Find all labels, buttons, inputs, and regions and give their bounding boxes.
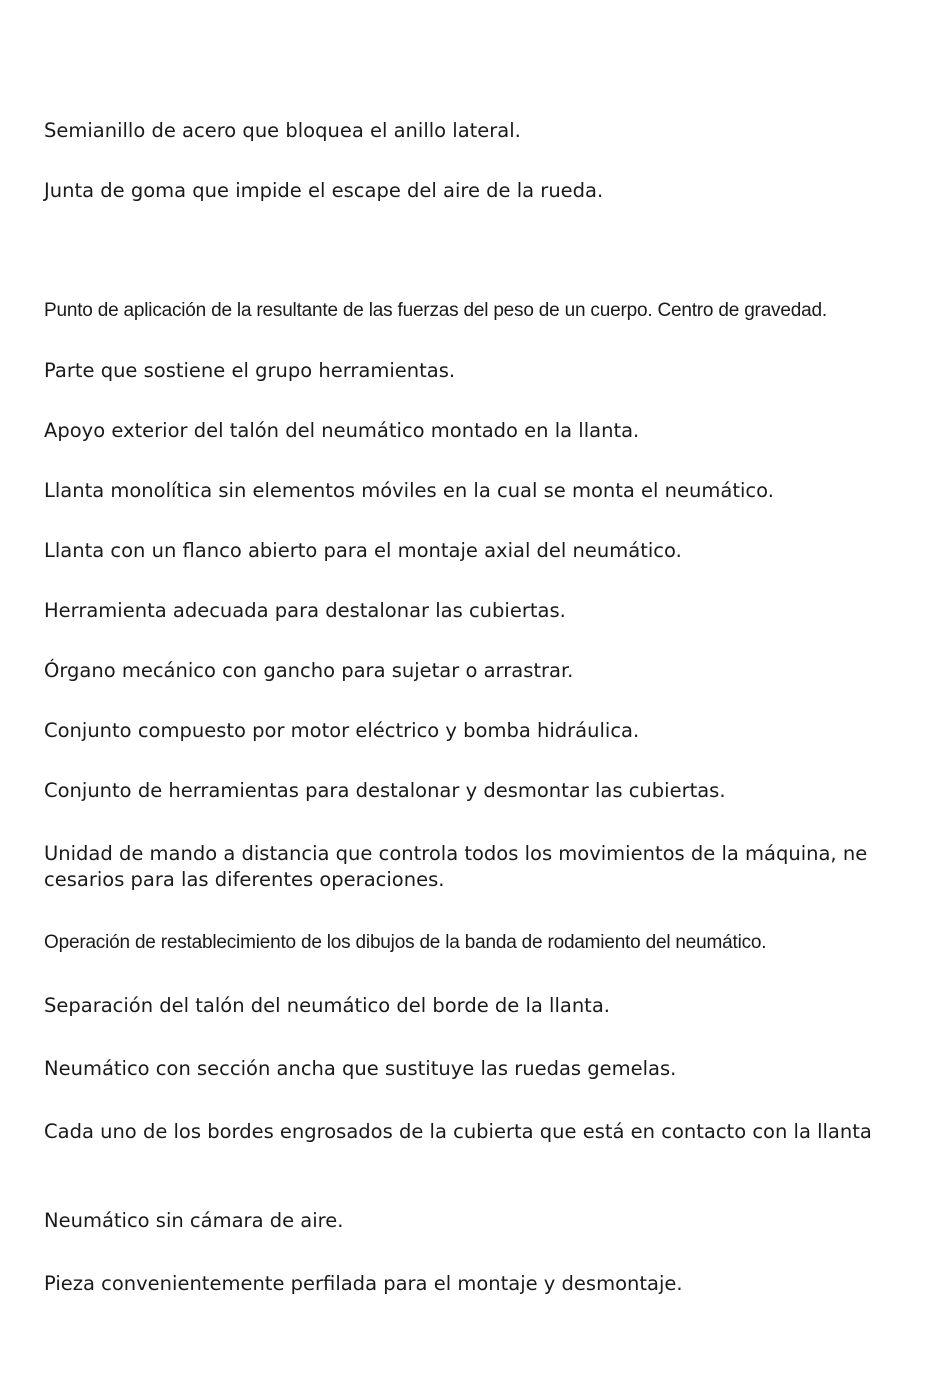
- definition-talon: Cada uno de los bordes engrosados de la cubierta que está en contacto con la llanta: [44, 1120, 872, 1143]
- definition-grupo-herramientas: Conjunto de herramientas para destalonar y desmontar las cubiertas.: [44, 779, 726, 802]
- definition-llanta-flanco-abierto: Llanta con un flanco abierto para el montaje axial del neumático.: [44, 539, 682, 562]
- definition-apoyo-talon: Apoyo exterior del talón del neumático montado en la llanta.: [44, 419, 640, 442]
- definition-centro-gravedad: Punto de aplicación de la resultante de las fuerzas del peso de un cuerpo. Centro de gravedad.: [44, 300, 827, 321]
- definition-mando-distancia-line-1: Unidad de mando a distancia que controla todos los movimientos de la máquina, ne: [44, 842, 868, 865]
- definition-motor-bomba: Conjunto compuesto por motor eléctrico y bomba hidráulica.: [44, 719, 640, 742]
- definition-organo-gancho: Órgano mecánico con gancho para sujetar o arrastrar.: [44, 659, 574, 682]
- definition-semianillo: Semianillo de acero que bloquea el anillo lateral.: [44, 119, 521, 142]
- definition-junta: Junta de goma que impide el escape del aire de la rueda.: [44, 179, 604, 202]
- definition-tubeless: Neumático sin cámara de aire.: [44, 1209, 344, 1232]
- definition-neumatico-ancho: Neumático con sección ancha que sustituye las ruedas gemelas.: [44, 1057, 677, 1080]
- definition-destalonado: Separación del talón del neumático del borde de la llanta.: [44, 994, 610, 1017]
- definition-llanta-monolitica: Llanta monolítica sin elementos móviles en la cual se monta el neumático.: [44, 479, 774, 502]
- definition-herramienta-destalonar: Herramienta adecuada para destalonar las cubiertas.: [44, 599, 566, 622]
- definition-recauchutado: Operación de restablecimiento de los dibujos de la banda de rodamiento del neumático.: [44, 932, 767, 953]
- definition-pieza-perfilada: Pieza convenientemente perfilada para el montaje y desmontaje.: [44, 1272, 683, 1295]
- definition-soporte-herramientas: Parte que sostiene el grupo herramientas.: [44, 359, 456, 382]
- definition-mando-distancia-line-2: cesarios para las diferentes operaciones.: [44, 868, 445, 891]
